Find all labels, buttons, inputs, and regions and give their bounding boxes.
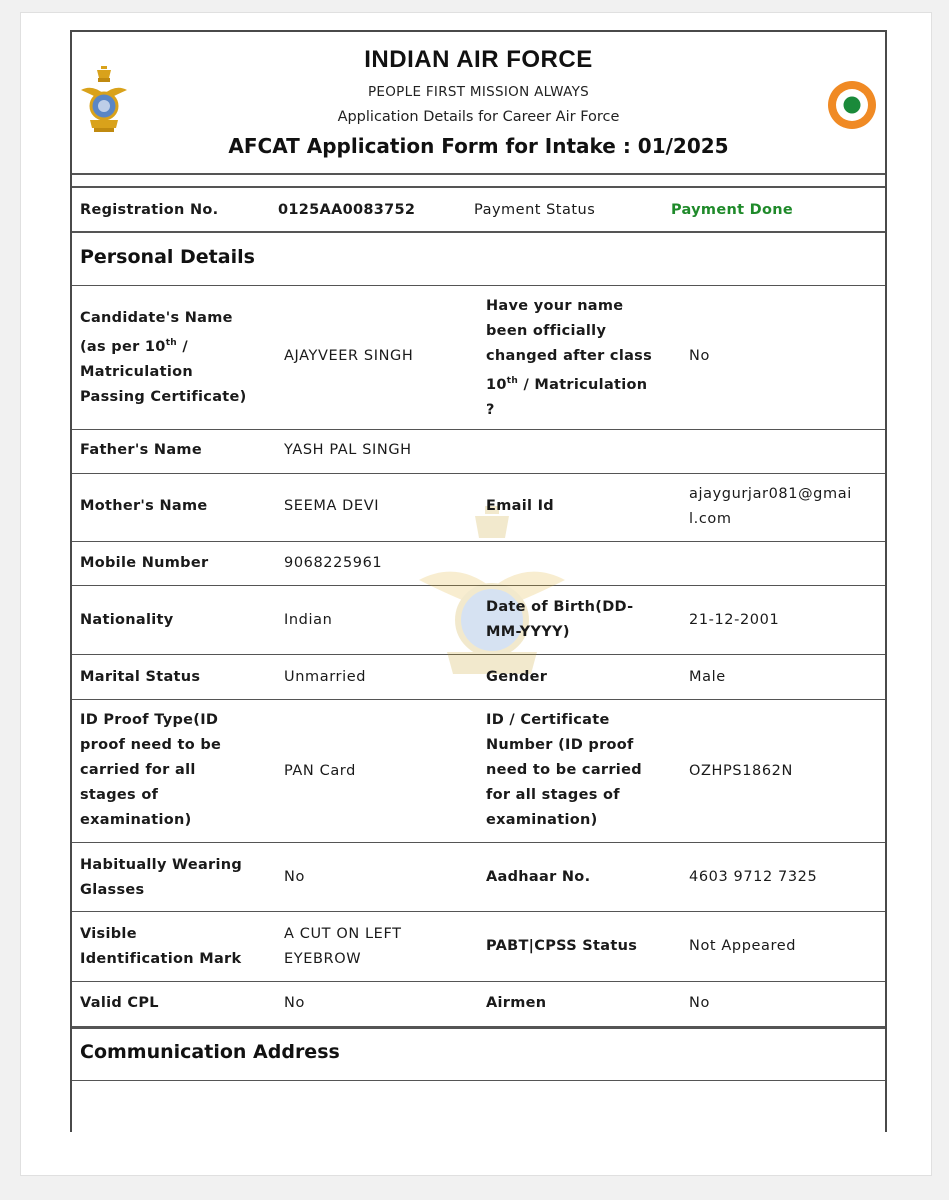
divider (72, 285, 885, 286)
glasses-label: Habitually Wearing Glasses (80, 857, 243, 898)
gender-value: Male (689, 669, 726, 685)
divider (72, 473, 885, 474)
nationality-value: Indian (284, 612, 333, 628)
payment-status-badge: Payment Done (671, 202, 794, 218)
mobile-value: 9068225961 (284, 555, 383, 571)
id-proof-type-value: PAN Card (284, 763, 356, 779)
candidate-name-value: AJAYVEER SINGH (284, 348, 414, 364)
divider (72, 981, 885, 982)
divider (72, 173, 885, 175)
dob-value: 21-12-2001 (689, 612, 780, 628)
communication-address-heading: Communication Address (80, 1041, 340, 1063)
candidate-name-label: Candidate's Name (as per 10th / Matriculation Passing Certificate) (80, 310, 247, 405)
form-header (72, 32, 885, 173)
form-title: AFCAT Application Form for Intake : 01/2025 (228, 134, 729, 158)
glasses-value: No (284, 869, 305, 885)
registration-row (72, 190, 885, 230)
airmen-value: No (689, 995, 710, 1011)
motto-text: PEOPLE FIRST MISSION ALWAYS (367, 84, 589, 100)
mother-name-label: Mother's Name (80, 498, 208, 514)
personal-details-heading: Personal Details (80, 246, 255, 268)
registration-label: Registration No. (80, 202, 219, 218)
iaf-crest-watermark-icon (417, 502, 567, 682)
divider (72, 231, 885, 233)
name-changed-value: No (689, 348, 710, 364)
divider (72, 1026, 885, 1029)
valid-cpl-value: No (284, 995, 305, 1011)
pabt-cpss-value: Not Appeared (689, 938, 797, 954)
divider (72, 699, 885, 700)
divider (72, 186, 885, 188)
gender-label: Gender (486, 669, 548, 685)
identification-mark-label: Visible Identification Mark (80, 926, 242, 967)
mother-name-value: SEEMA DEVI (284, 498, 380, 514)
mobile-label: Mobile Number (80, 555, 209, 571)
email-value: ajaygurjar081@gmai l.com (689, 486, 852, 527)
iaf-crest-icon (80, 64, 128, 136)
id-proof-type-label: ID Proof Type(ID proof need to be carried for all stages of examination) (80, 712, 222, 828)
pabt-cpss-label: PABT|CPSS Status (486, 938, 638, 954)
id-number-value: OZHPS1862N (689, 763, 793, 779)
email-label: Email Id (486, 498, 554, 514)
divider (72, 429, 885, 430)
aadhaar-label: Aadhaar No. (486, 869, 591, 885)
valid-cpl-label: Valid CPL (80, 995, 159, 1011)
dob-label: Date of Birth(DD- MM-YYYY) (486, 599, 634, 640)
page-title: INDIAN AIR FORCE (364, 46, 593, 73)
airmen-label: Airmen (486, 995, 547, 1011)
identification-mark-value: A CUT ON LEFT EYEBROW (284, 926, 402, 967)
father-name-value: YASH PAL SINGH (284, 442, 412, 458)
aadhaar-value: 4603 9712 7325 (689, 869, 818, 885)
payment-status-label: Payment Status (474, 202, 596, 218)
subtitle-text: Application Details for Career Air Force (337, 109, 620, 125)
father-name-label: Father's Name (80, 442, 202, 458)
name-changed-label: Have your name been officially changed after class 10th / Matriculation ? (486, 298, 653, 418)
divider (72, 842, 885, 843)
marital-status-label: Marital Status (80, 669, 201, 685)
marital-status-value: Unmarried (284, 669, 367, 685)
application-form (70, 30, 887, 1132)
iaf-roundel-icon (827, 80, 877, 130)
divider (72, 1080, 885, 1081)
registration-number: 0125AA0083752 (278, 202, 416, 218)
id-number-label: ID / Certificate Number (ID proof need to be carried for all stages of examination) (486, 712, 642, 828)
nationality-label: Nationality (80, 612, 174, 628)
document-page (20, 12, 932, 1176)
divider (72, 911, 885, 912)
